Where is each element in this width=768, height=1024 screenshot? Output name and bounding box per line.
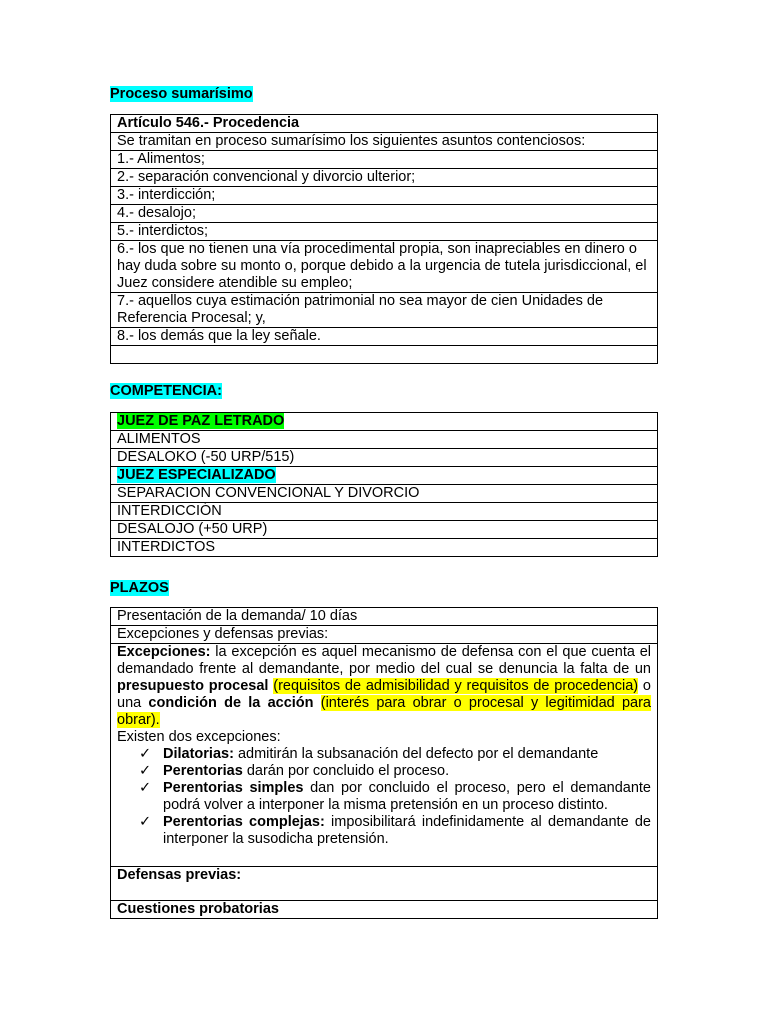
table-row: DESALOJO (+50 URP) <box>111 521 658 539</box>
item-label: Dilatorias: <box>163 746 234 762</box>
list-item <box>139 746 651 763</box>
list-item <box>139 814 651 848</box>
condicion-accion-term: condición de la acción <box>148 695 314 711</box>
item-text: imposibilitará indefinidamente al demandante de interponer la susodicha pretensión. <box>163 814 651 847</box>
plazos-table <box>110 607 658 919</box>
table-row: Presentación de la demanda/ 10 días <box>111 608 658 626</box>
defensas-previas-row: Defensas previas: <box>111 867 658 901</box>
group-title-text: JUEZ DE PAZ LETRADO <box>117 413 285 429</box>
checkmark-icon: ✓ <box>139 780 152 796</box>
heading-text: Proceso sumarísimo <box>110 86 253 102</box>
table-row: 8.- los demás que la ley señale. <box>111 328 658 346</box>
procedencia-table <box>110 114 658 364</box>
checkmark-icon: ✓ <box>139 746 152 762</box>
table-row: DESALOKO (-50 URP/515) <box>111 449 658 467</box>
checkmark-icon: ✓ <box>139 763 152 779</box>
group-title-text: JUEZ ESPECIALIZADO <box>117 467 276 483</box>
cuestiones-probatorias-row: Cuestiones probatorias <box>111 901 658 919</box>
table-row: 5.- interdictos; <box>111 223 658 241</box>
item-label: Perentorias complejas: <box>163 814 325 830</box>
excepciones-cell <box>111 644 658 867</box>
table-row: Se tramitan en proceso sumarísimo los siguientes asuntos contenciosos: <box>111 133 658 151</box>
table-row: 7.- aquellos cuya estimación patrimonial no sea mayor de cien Unidades de Referencia Procesal; y, <box>111 293 658 328</box>
excepciones-paragraph <box>117 644 651 729</box>
table-row: INTERDICTOS <box>111 539 658 557</box>
table-row: INTERDICCIÓN <box>111 503 658 521</box>
highlight-interes: (interés para obrar o procesal y legitimidad para obrar). <box>117 695 651 728</box>
section-heading-plazos <box>110 580 169 596</box>
group-title-juez-especializado <box>111 467 658 485</box>
excepciones-intro: Existen dos excepciones: <box>117 729 281 745</box>
excepciones-text: la excepción es aquel mecanismo de defensa con el que cuenta el demandado frente al demandante, por medio del cual se denuncia la falta de un <box>117 644 651 677</box>
table-title: Artículo 546.- Procedencia <box>111 115 658 133</box>
list-item <box>139 763 651 780</box>
item-label: Perentorias simples <box>163 780 304 796</box>
presupuesto-procesal-term: presupuesto procesal <box>117 678 269 694</box>
highlight-requisitos: (requisitos de admisibilidad y requisitos de procedencia) <box>273 678 639 694</box>
table-row: 6.- los que no tienen una vía procedimental propia, son inapreciables en dinero o hay duda sobre su monto o, porque debido a la urgencia de tutela jurisdiccional, el Juez considere atendible su empleo; <box>111 241 658 293</box>
table-row: 1.- Alimentos; <box>111 151 658 169</box>
section-heading-competencia <box>110 383 222 399</box>
connector-text: o una <box>117 678 651 711</box>
item-text: darán por concluido el proceso. <box>242 763 450 779</box>
checkmark-icon: ✓ <box>139 814 152 830</box>
table-row: SEPARACION CONVENCIONAL Y DIVORCIO <box>111 485 658 503</box>
empty-row <box>111 346 658 364</box>
item-text: dan por concluido el proceso, pero el demandante podrá volver a interponer la misma pretensión en un proceso distinto. <box>163 780 651 813</box>
heading-text: COMPETENCIA: <box>110 383 222 399</box>
table-row: Excepciones y defensas previas: <box>111 626 658 644</box>
group-title-juez-paz-letrado <box>111 413 658 431</box>
section-heading-proceso-sumarisimo <box>110 86 253 102</box>
table-row: 3.- interdicción; <box>111 187 658 205</box>
table-row: 2.- separación convencional y divorcio ulterior; <box>111 169 658 187</box>
item-text: admitirán la subsanación del defecto por el demandante <box>233 746 599 762</box>
item-label: Perentorias <box>163 763 243 779</box>
list-item <box>139 780 651 814</box>
spacer-text <box>314 695 321 711</box>
heading-text: PLAZOS <box>110 580 169 596</box>
table-row: ALIMENTOS <box>111 431 658 449</box>
excepciones-label: Excepciones: <box>117 644 211 660</box>
competencia-table <box>110 412 658 557</box>
excepciones-list <box>117 746 651 848</box>
table-row: 4.- desalojo; <box>111 205 658 223</box>
